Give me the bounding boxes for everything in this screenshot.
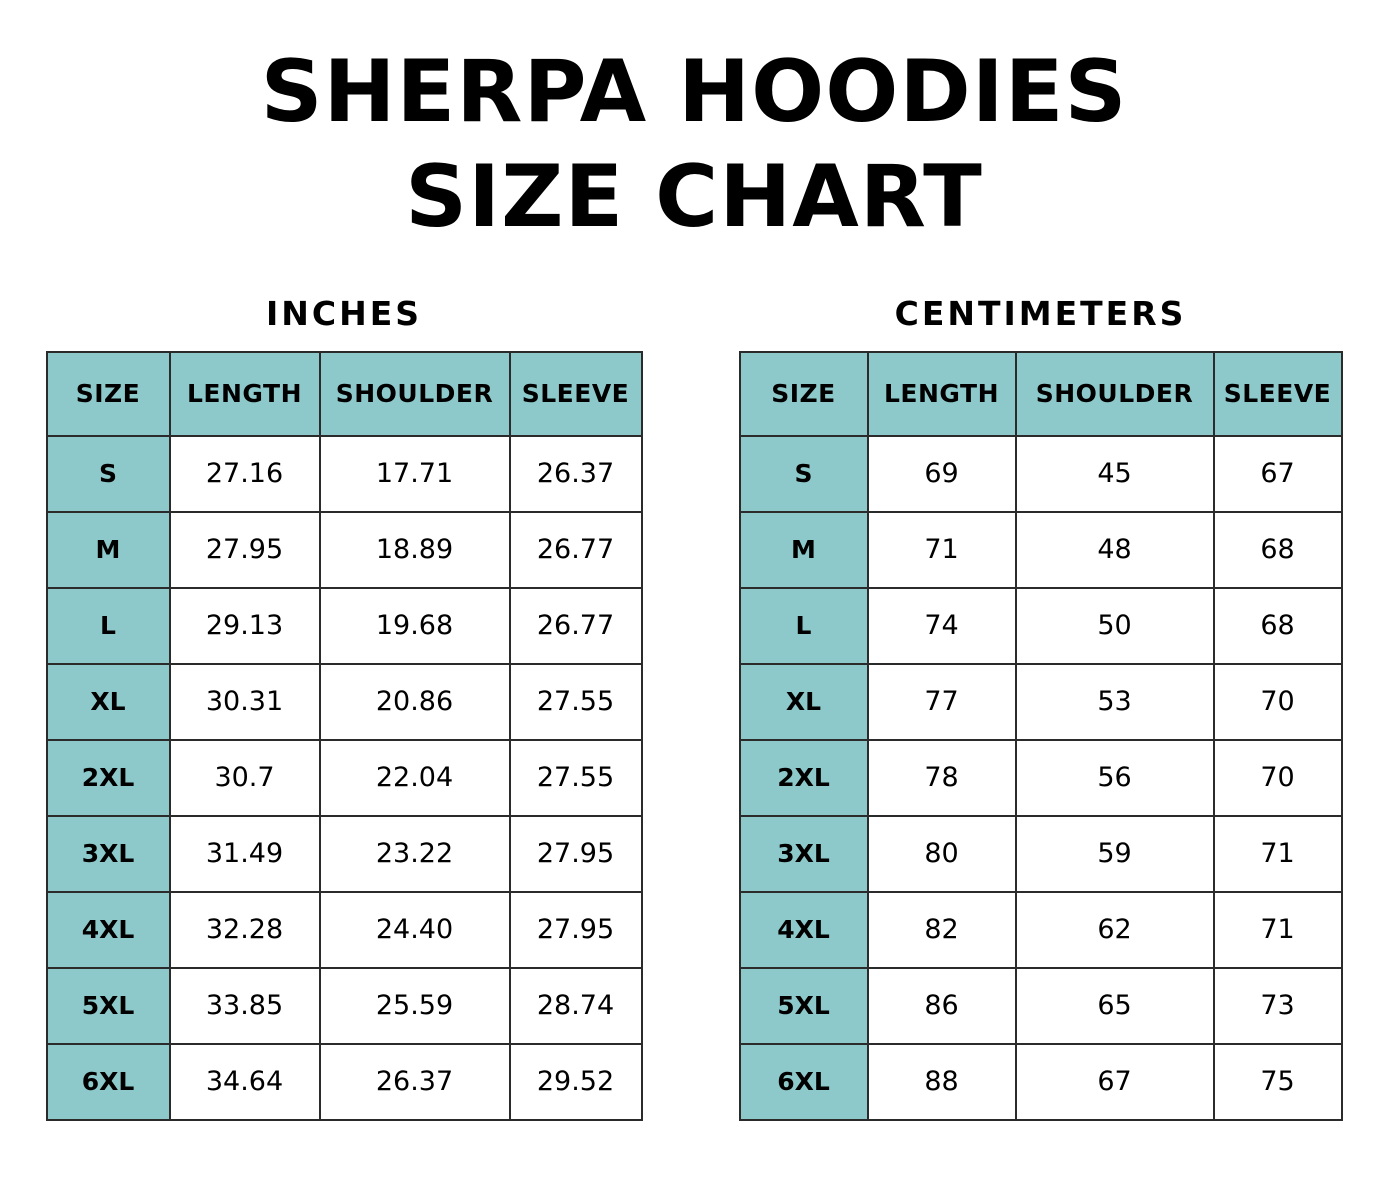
table-row (740, 892, 1342, 968)
cell-length: 27.95 (170, 512, 320, 588)
cell-size: M (47, 512, 170, 588)
table-row (47, 588, 642, 664)
cell-shoulder: 65 (1016, 968, 1214, 1044)
column-header-size: SIZE (47, 352, 170, 436)
column-header-length: LENGTH (868, 352, 1016, 436)
centimeters-table-body (740, 436, 1342, 1120)
table-row (740, 512, 1342, 588)
cell-size: 3XL (47, 816, 170, 892)
cell-length: 82 (868, 892, 1016, 968)
cell-shoulder: 62 (1016, 892, 1214, 968)
cell-length: 29.13 (170, 588, 320, 664)
cell-shoulder: 26.37 (320, 1044, 510, 1120)
cell-length: 27.16 (170, 436, 320, 512)
cell-size: 6XL (740, 1044, 868, 1120)
table-row (47, 436, 642, 512)
cell-length: 31.49 (170, 816, 320, 892)
cell-sleeve: 26.77 (510, 588, 642, 664)
cell-size: XL (47, 664, 170, 740)
cell-size: XL (740, 664, 868, 740)
cell-shoulder: 18.89 (320, 512, 510, 588)
cell-size: L (47, 588, 170, 664)
cell-shoulder: 67 (1016, 1044, 1214, 1120)
tables-container (0, 294, 1388, 1121)
table-row (740, 1044, 1342, 1120)
table-header-row (740, 352, 1342, 436)
cell-shoulder: 17.71 (320, 436, 510, 512)
cell-size: L (740, 588, 868, 664)
centimeters-table-head (740, 352, 1342, 436)
column-header-length: LENGTH (170, 352, 320, 436)
cell-sleeve: 73 (1214, 968, 1342, 1044)
cell-sleeve: 26.77 (510, 512, 642, 588)
table-row (740, 436, 1342, 512)
table-row (47, 892, 642, 968)
table-row (740, 588, 1342, 664)
cell-sleeve: 68 (1214, 588, 1342, 664)
cell-shoulder: 59 (1016, 816, 1214, 892)
cell-length: 30.31 (170, 664, 320, 740)
cell-sleeve: 27.95 (510, 816, 642, 892)
cell-shoulder: 45 (1016, 436, 1214, 512)
cell-length: 34.64 (170, 1044, 320, 1120)
page-title (0, 0, 1388, 250)
table-row (740, 968, 1342, 1044)
cell-sleeve: 71 (1214, 892, 1342, 968)
table-header-row (47, 352, 642, 436)
cell-size: 5XL (740, 968, 868, 1044)
cell-sleeve: 70 (1214, 664, 1342, 740)
cell-sleeve: 26.37 (510, 436, 642, 512)
cell-shoulder: 25.59 (320, 968, 510, 1044)
table-row (47, 512, 642, 588)
table-row (740, 816, 1342, 892)
cell-length: 71 (868, 512, 1016, 588)
cell-size: M (740, 512, 868, 588)
cell-length: 78 (868, 740, 1016, 816)
cell-shoulder: 22.04 (320, 740, 510, 816)
inches-size-table (46, 351, 643, 1121)
cell-shoulder: 19.68 (320, 588, 510, 664)
cell-sleeve: 68 (1214, 512, 1342, 588)
centimeters-size-table (739, 351, 1343, 1121)
centimeters-table-block (739, 294, 1343, 1121)
cell-shoulder: 53 (1016, 664, 1214, 740)
cell-shoulder: 56 (1016, 740, 1214, 816)
cell-length: 30.7 (170, 740, 320, 816)
cell-shoulder: 20.86 (320, 664, 510, 740)
inches-table-block (46, 294, 643, 1121)
cell-sleeve: 67 (1214, 436, 1342, 512)
centimeters-heading: CENTIMETERS (894, 293, 1187, 333)
cell-shoulder: 48 (1016, 512, 1214, 588)
page-title-line-2: SIZE CHART (405, 146, 983, 247)
cell-sleeve: 71 (1214, 816, 1342, 892)
table-row (47, 816, 642, 892)
cell-length: 77 (868, 664, 1016, 740)
cell-length: 88 (868, 1044, 1016, 1120)
cell-size: 4XL (740, 892, 868, 968)
cell-length: 33.85 (170, 968, 320, 1044)
cell-size: S (47, 436, 170, 512)
cell-length: 69 (868, 436, 1016, 512)
table-row (47, 740, 642, 816)
cell-sleeve: 27.55 (510, 664, 642, 740)
cell-size: 4XL (47, 892, 170, 968)
column-header-size: SIZE (740, 352, 868, 436)
cell-shoulder: 23.22 (320, 816, 510, 892)
cell-size: 2XL (47, 740, 170, 816)
cell-size: 2XL (740, 740, 868, 816)
column-header-sleeve: SLEEVE (510, 352, 642, 436)
cell-sleeve: 27.55 (510, 740, 642, 816)
inches-table-body (47, 436, 642, 1120)
column-header-shoulder: SHOULDER (1016, 352, 1214, 436)
table-row (47, 664, 642, 740)
column-header-shoulder: SHOULDER (320, 352, 510, 436)
inches-heading: INCHES (265, 293, 423, 333)
table-row (740, 740, 1342, 816)
cell-sleeve: 27.95 (510, 892, 642, 968)
cell-sleeve: 28.74 (510, 968, 642, 1044)
column-header-sleeve: SLEEVE (1214, 352, 1342, 436)
cell-length: 80 (868, 816, 1016, 892)
cell-sleeve: 29.52 (510, 1044, 642, 1120)
cell-size: 6XL (47, 1044, 170, 1120)
cell-shoulder: 24.40 (320, 892, 510, 968)
cell-sleeve: 75 (1214, 1044, 1342, 1120)
cell-size: 3XL (740, 816, 868, 892)
page-title-line-1: SHERPA HOODIES (260, 42, 1128, 142)
table-row (47, 968, 642, 1044)
cell-size: S (740, 436, 868, 512)
cell-length: 86 (868, 968, 1016, 1044)
cell-shoulder: 50 (1016, 588, 1214, 664)
table-row (47, 1044, 642, 1120)
cell-sleeve: 70 (1214, 740, 1342, 816)
cell-length: 32.28 (170, 892, 320, 968)
cell-length: 74 (868, 588, 1016, 664)
cell-size: 5XL (47, 968, 170, 1044)
inches-table-head (47, 352, 642, 436)
table-row (740, 664, 1342, 740)
